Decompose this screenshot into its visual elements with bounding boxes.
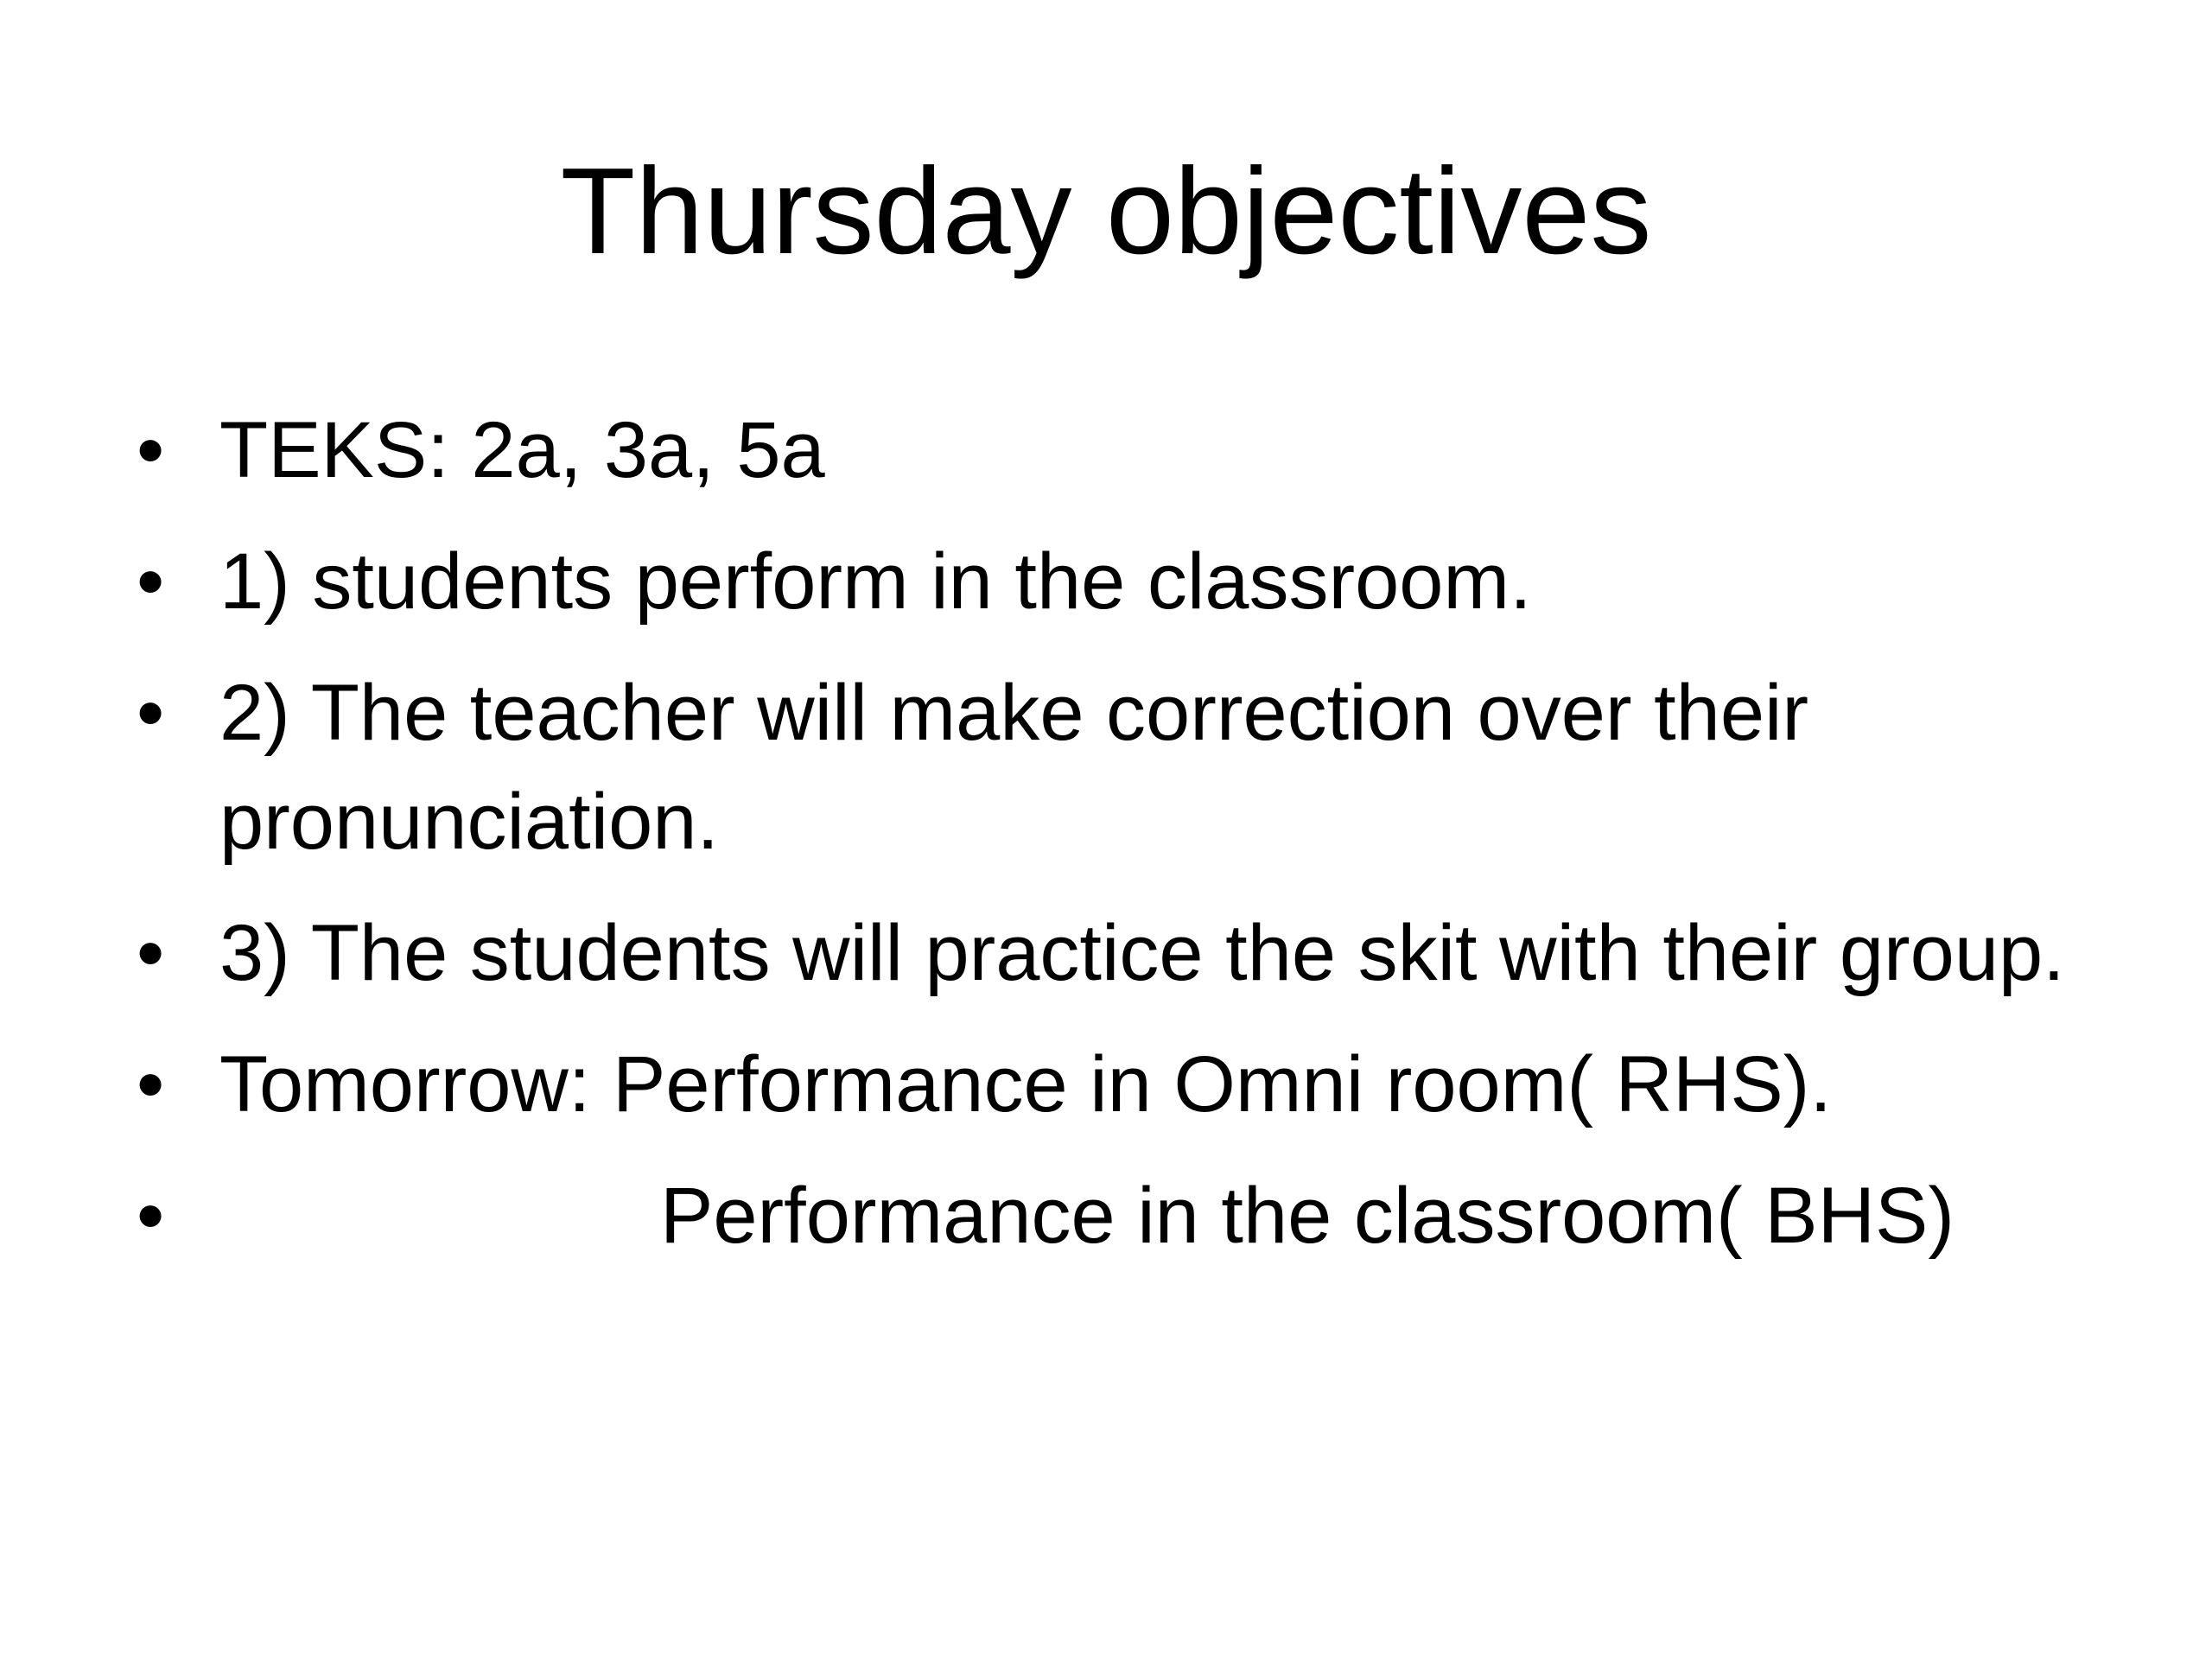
bullet-icon: • [137, 1172, 165, 1260]
bullet-text: 2) The teacher will make correction over their pronunciation. [219, 669, 1809, 866]
slide-title: Thursday objectives [560, 143, 1652, 280]
bullet-icon: • [137, 406, 165, 494]
bullet-text: 3) The students will practice the skit with their group. [219, 909, 2065, 997]
bullet-item [130, 396, 2117, 505]
bullet-item [130, 1030, 2117, 1139]
bullet-icon: • [137, 537, 165, 626]
bullet-text: Performance in the classroom( BHS) [660, 1172, 1955, 1260]
bullet-item [130, 899, 2117, 1007]
bullet-list [130, 396, 2117, 1293]
bullet-item [130, 527, 2117, 636]
bullet-text: Tomorrow: Performance in Omni room( RHS). [219, 1040, 1832, 1128]
bullet-icon: • [137, 909, 165, 997]
bullet-text: TEKS: 2a, 3a, 5a [219, 406, 825, 494]
bullet-icon: • [137, 1040, 165, 1128]
bullet-item [130, 658, 2117, 876]
bullet-item [130, 1161, 2117, 1270]
bullet-text: 1) students perform in the classroom. [219, 537, 1532, 626]
bullet-icon: • [137, 669, 165, 757]
